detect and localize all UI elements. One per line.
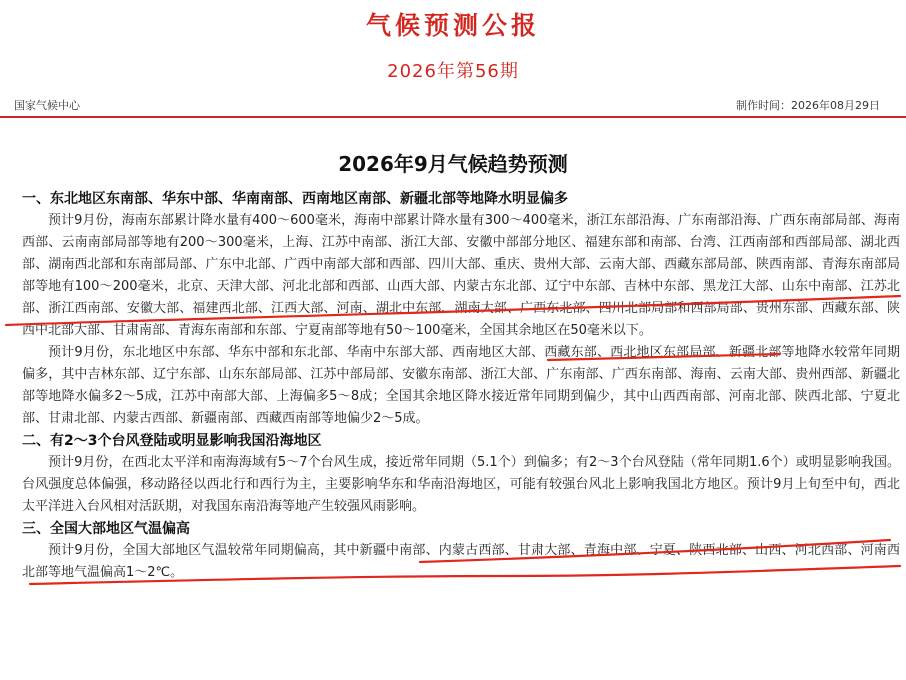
section-heading: 一、东北地区东南部、华东中部、华南南部、西南地区南部、新疆北部等地降水明显偏多 [22,191,568,207]
paragraph: 预计9月份，在西北太平洋和南海海域有5～7个台风生成，接近常年同期（5.1个）到偏多；有2～3个台风登陆（常年同期1.6个）或明显影响我国。台风强度总体偏强，移动路径以西北行和西行为主，主要影响华东和华南沿海地区，可能有较强台风北上影响我国北方地区。预计9月上旬至中旬，西北太平洋进入台风相对活跃期，对我国东南沿海等地产生较强风雨影响。 [22,455,900,514]
page-title: 气候预测公报 [365,11,540,40]
document-body [22,188,900,584]
header-divider [0,116,906,118]
issue-number: 2026年第56期 [387,61,519,82]
issue-date: 制作时间：2026年08月29日 [736,99,880,112]
paragraph: 预计9月份，全国大部地区气温较常年同期偏高，其中新疆中南部、内蒙古西部、甘肃大部、青海中部、宁夏、陕西北部、山西、河北西部、河南西北部等地气温偏高1～2℃。 [22,543,900,580]
paragraph: 预计9月份，东北地区中东部、华东中部和东北部、华南中东部大部、西南地区大部、西藏东部、西北地区东部局部、新疆北部等地降水较常年同期偏多，其中吉林东部、辽宁东部、山东东部局部、江苏中部局部、安徽东南部、浙江大部、广东南部、广西东南部、海南、云南大部、贵州西部、新疆北部等地降水偏多2～5成，江苏中南部大部、上海偏多5～8成；全国其余地区降水接近常年同期到偏少，其中山西西南部、河南北部、陕西北部、宁夏北部、甘肃北部、内蒙古西部、新疆南部、西藏西南部等地偏少2～5成。 [22,345,900,426]
watermark-fade [660,624,906,648]
section-heading: 二、有2～3个台风登陆或明显影响我国沿海地区 [22,433,322,449]
section-heading: 三、全国大部地区气温偏高 [22,521,190,537]
issuer: 国家气候中心 [14,99,80,112]
paragraph: 预计9月份，海南东部累计降水量有400～600毫米，海南中部累计降水量有300～400毫米，浙江东部沿海、广东南部沿海、广西东南部局部、海南西部、云南南部局部等地有200～300毫米，上海、江苏中南部、浙江大部、安徽中部部分地区、福建东部和南部、台湾、江西南部和西部局部、湖北西部、湖南西北部和东南部局部、广东中北部、广西中南部大部和西部、四川大部、重庆、贵州大部、云南大部、西藏东部局部、陕西南部、青海东南部局部等地有100～200毫米，北京、天津大部、河北北部和西部、山西大部、内蒙古东北部、辽宁中东部、吉林中东部、黑龙江大部、山东中南部、江苏北部、浙江西南部、安徽大部、福建西北部、江西大部、河南、湖北中东部、湖南大部、广西东北部、四川北部局部和西部局部、贵州东部、西藏东部、陕西中北部大部、甘肃南部、青海东南部和东部、宁夏南部等地有50～100毫米，全国其余地区在50毫米以下。 [22,213,900,338]
document-title: 2026年9月气候趋势预测 [338,152,568,176]
